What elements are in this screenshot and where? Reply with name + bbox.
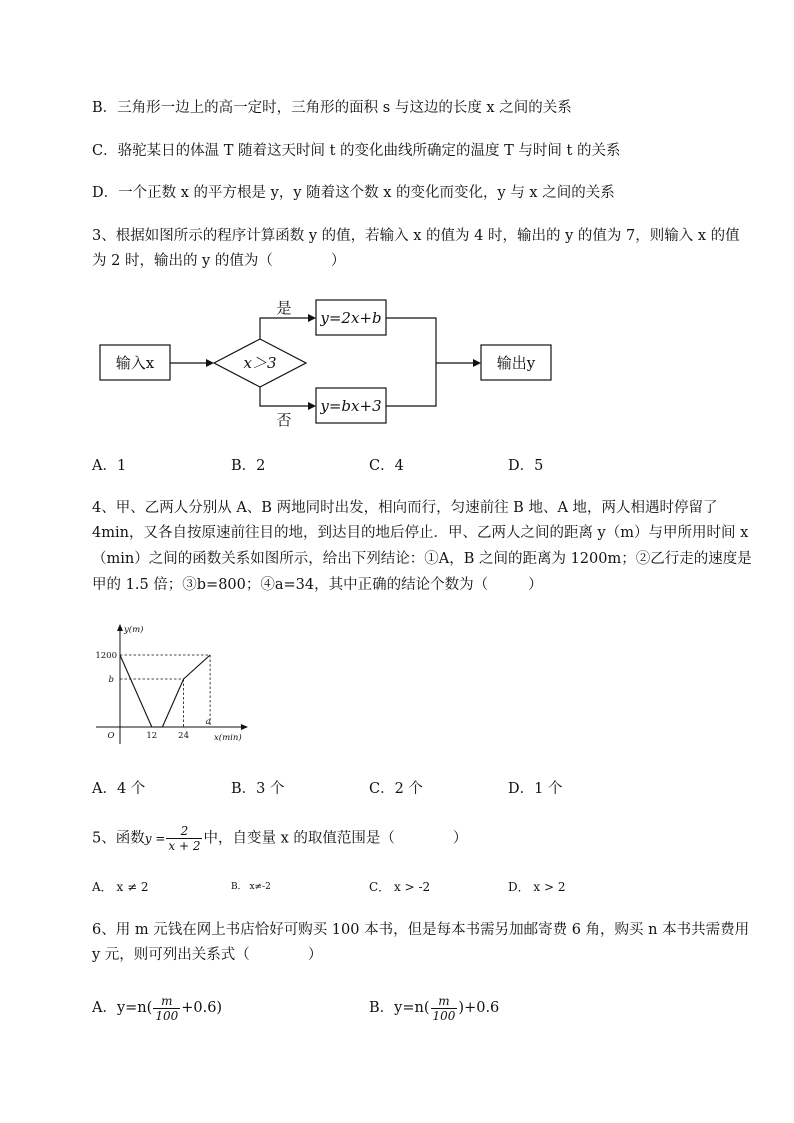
x-axis-label: x(min)	[214, 733, 242, 743]
yes-formula: y=2x+b	[320, 309, 382, 327]
y-axis-label: y(m)	[124, 625, 144, 635]
q4-line4-post: ）	[528, 577, 543, 593]
x-tick-a: a	[205, 717, 211, 727]
q3-option-a: A．1	[92, 458, 127, 474]
q6-option-a-den: 100	[155, 1008, 179, 1023]
arrowhead-yes	[308, 314, 316, 322]
origin-label: O	[107, 731, 115, 741]
q6-option-a-fraction	[153, 994, 180, 1023]
q5-option-b: B． x≠-2	[231, 882, 271, 892]
arrowhead-output	[473, 359, 481, 367]
q5-post: 中，自变量 x 的取值范围是（	[203, 830, 395, 847]
q5-line	[92, 824, 467, 853]
q5-numerator: 2	[166, 824, 202, 839]
q5-fraction	[166, 824, 202, 853]
q3-line2-pre: 为 2 时，输出的 y 的值为（	[92, 253, 273, 269]
q5-pre: 5、函数	[92, 830, 145, 847]
q6-option-b-num: m	[431, 994, 458, 1009]
q6-option-b-den: 100	[432, 1008, 456, 1023]
arrowhead-no	[308, 402, 316, 410]
input-label: 输入x	[115, 354, 155, 372]
x-tick-24: 24	[178, 731, 190, 741]
q4-option-d: D．1 个	[508, 781, 563, 797]
condition-label: x＞3	[243, 354, 277, 372]
q6-line2-pre: y 元，则可列出关系式（	[92, 947, 250, 963]
q6-line2	[92, 945, 322, 965]
q3-option-c: C．4	[369, 458, 404, 474]
q5-option-d: D． x > 2	[508, 880, 566, 894]
distance-time-chart	[88, 616, 258, 751]
q4-line3: （min）之间的函数关系如图所示，给出下列结论：①A，B 之间的距离为 1200m；②乙行走的速度是	[92, 551, 752, 567]
arrow-no	[260, 387, 312, 406]
y-axis-arrowhead	[117, 624, 123, 631]
q5-option-a: A． x ≠ 2	[92, 880, 149, 894]
q5-close: ）	[452, 830, 468, 847]
program-flowchart	[96, 295, 556, 435]
q6-option-a-pre: A．y=n(	[92, 1000, 153, 1016]
x-axis-arrowhead	[241, 724, 248, 730]
yes-label: 是	[276, 299, 292, 317]
q3-line1: 3、根据如图所示的程序计算函数 y 的值，若输入 x 的值为 4 时，输出的 y 的值为 7，则输入 x 的值	[92, 228, 740, 244]
line-segment-3	[162, 679, 183, 727]
no-label: 否	[276, 411, 292, 429]
q6-option-b-pre: B．y=n(	[369, 1000, 430, 1016]
line-segment-4	[184, 655, 211, 679]
option-d-text: D．一个正数 x 的平方根是 y，y 随着这个数 x 的变化而变化，y 与 x 之间的关系	[92, 185, 615, 201]
y-tick-1200: 1200	[95, 651, 117, 661]
q6-line2-post: ）	[307, 947, 323, 963]
q4-option-a: A．4 个	[92, 781, 146, 797]
q3-option-b: B．2	[231, 458, 266, 474]
output-label: 输出y	[496, 354, 536, 372]
no-formula: y=bx+3	[320, 397, 382, 415]
q6-line1: 6、用 m 元钱在网上书店恰好可购买 100 本书，但是每本书需另加邮寄费 6 角，购买 n 本书共需费用	[92, 922, 750, 938]
q4-line1: 4、甲、乙两人分别从 A、B 两地同时出发，相向而行，匀速前往 B 地、A 地，两人相遇时停留了	[92, 500, 718, 516]
q6-option-b-fraction	[431, 994, 458, 1023]
q6-option-a	[92, 993, 222, 1023]
q3-option-d: D．5	[508, 458, 544, 474]
q3-line2-post: ）	[330, 253, 346, 269]
arrowhead-1	[206, 359, 214, 367]
merge-line	[386, 318, 436, 406]
q5-option-c: C． x > -2	[369, 880, 431, 894]
q6-option-b-post: )+0.6	[458, 1000, 500, 1016]
q5-y-eq: y =	[144, 831, 166, 846]
q6-option-a-post: +0.6)	[181, 1000, 223, 1016]
q4-option-c: C．2 个	[369, 781, 423, 797]
q6-option-b	[369, 993, 499, 1023]
q4-line4-pre: 甲的 1.5 倍；③b=800；④a=34，其中正确的结论个数为（	[92, 577, 489, 593]
q5-denominator: x + 2	[168, 839, 201, 853]
y-tick-b: b	[108, 675, 114, 685]
q4-line2: 4min，又各自按原速前往目的地，到达目的地后停止．甲、乙两人之间的距离 y（m）与甲所用时间 x	[92, 525, 749, 541]
q4-option-b: B．3 个	[231, 781, 285, 797]
q6-option-a-num: m	[153, 994, 180, 1009]
line-segment-1	[120, 655, 152, 727]
arrow-yes	[260, 318, 312, 339]
option-c-text: C．骆驼某日的体温 T 随着这天时间 t 的变化曲线所确定的温度 T 与时间 t 的关系	[92, 143, 621, 159]
q3-line2	[92, 251, 345, 271]
option-b-text: B．三角形一边上的高一定时，三角形的面积 s 与这边的长度 x 之间的关系	[92, 100, 572, 116]
q4-line4	[92, 575, 543, 595]
x-tick-12: 12	[146, 731, 158, 741]
